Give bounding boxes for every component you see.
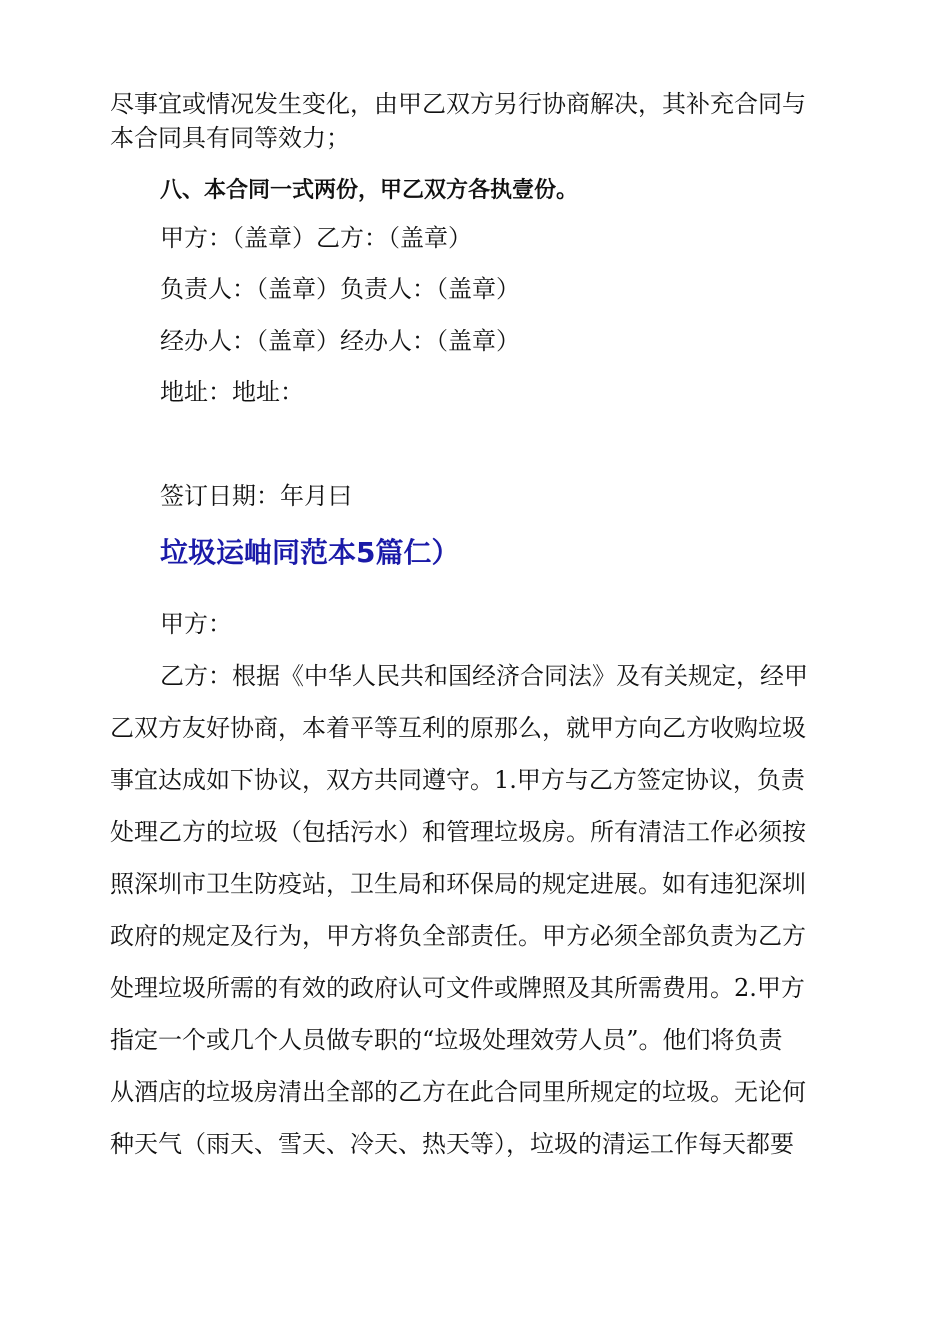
party-a-label: 甲方： [160,610,232,638]
sign-date: 签订日期：年月曰 [160,482,352,510]
signature-line-responsible: 负责人：（盖章）负责人：（盖章） [160,275,520,303]
paragraph-line-8: 指定一个或几个人员做专职的“垃圾处理效劳人员”。他们将负责 [110,1026,783,1054]
paragraph-line-9: 从酒店的垃圾房清出全部的乙方在此合同里所规定的垃圾。无论何 [110,1078,806,1106]
paragraph-line-2: 乙双方友好协商，本着平等互利的原那么，就甲方向乙方收购垃圾 [110,714,806,742]
paragraph-line-6: 政府的规定及行为，甲方将负全部责任。甲方必须全部负责为乙方 [110,922,806,950]
top-text-line-1: 尽事宜或情况发生变化，由甲乙双方另行协商解决，其补充合同与 [110,90,806,118]
paragraph-line-4: 处理乙方的垃圾（包括污水）和管理垃圾房。所有清洁工作必须按 [110,818,806,846]
paragraph-line-1: 乙方：根据《中华人民共和国经济合同法》及有关规定，经甲 [160,662,808,690]
section-title: 垃圾运岫同范本5篇仁） [160,536,460,569]
clause-eight: 八、本合同一式两份，甲乙双方各执壹份。 [160,178,579,203]
signature-line-address: 地址：地址： [160,378,304,406]
paragraph-line-5: 照深圳市卫生防疫站，卫生局和环保局的规定进展。如有违犯深圳 [110,870,806,898]
paragraph-line-3: 事宜达成如下协议，双方共同遵守。1.甲方与乙方签定协议，负责 [110,766,805,794]
top-text-line-2: 本合同具有同等效力； [110,124,350,152]
paragraph-line-7: 处理垃圾所需的有效的政府认可文件或牌照及其所需费用。2.甲方 [110,974,805,1002]
signature-line-handler: 经办人：（盖章）经办人：（盖章） [160,327,520,355]
signature-line-party: 甲方：（盖章）乙方：（盖章） [160,224,472,252]
paragraph-line-10: 种天气（雨天、雪天、冷天、热天等），垃圾的清运工作每天都要 [110,1130,794,1158]
